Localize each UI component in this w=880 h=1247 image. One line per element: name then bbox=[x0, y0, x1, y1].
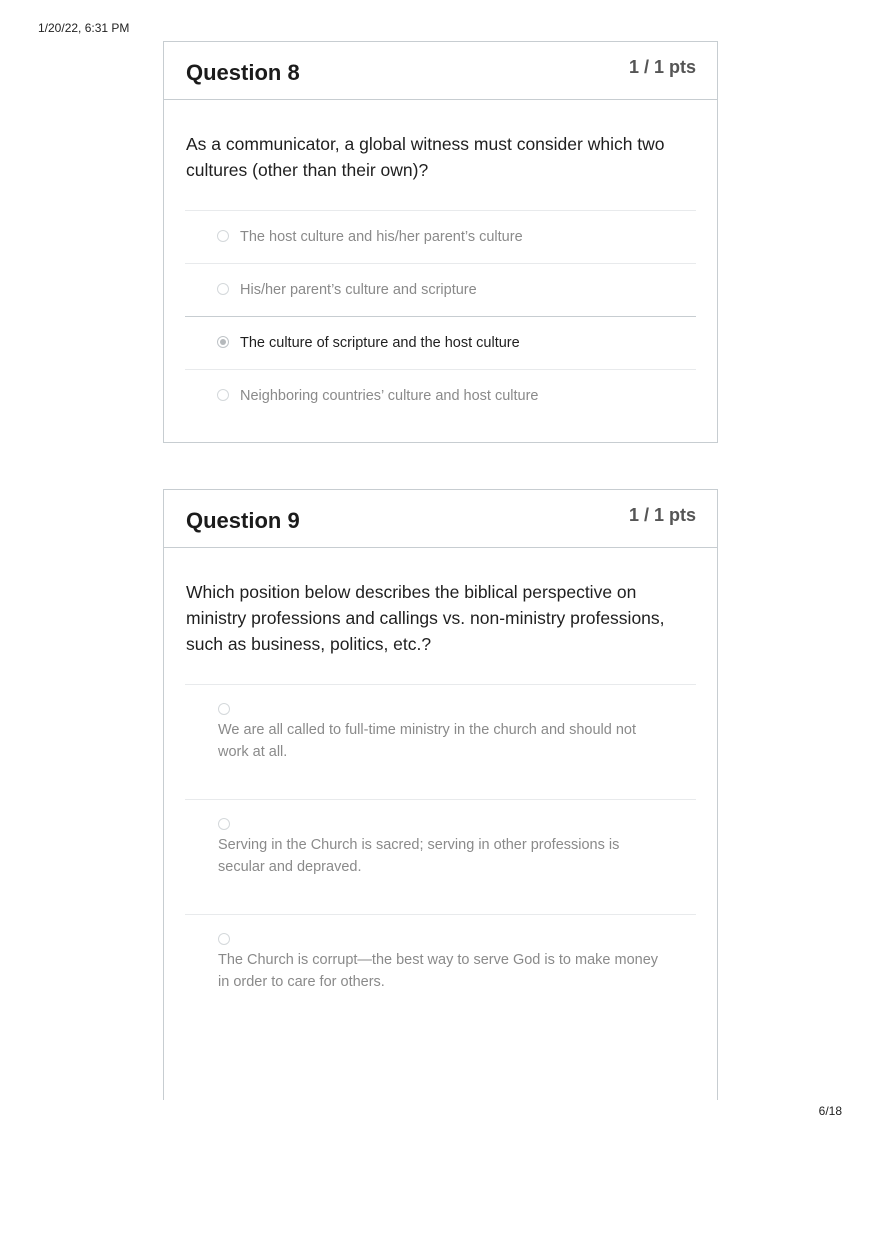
answer-label: Serving in the Church is sacred; serving in other professions is secular and depraved. bbox=[218, 837, 620, 875]
answer-label: Neighboring countries’ culture and host culture bbox=[240, 388, 539, 404]
answer-list bbox=[185, 684, 696, 1029]
answer-option[interactable] bbox=[185, 684, 696, 799]
page-number: 6/18 bbox=[818, 1104, 842, 1118]
answer-option[interactable] bbox=[185, 263, 696, 316]
answer-option[interactable] bbox=[185, 369, 696, 422]
radio-unchecked-icon[interactable] bbox=[218, 933, 230, 945]
answer-option[interactable] bbox=[185, 914, 696, 1029]
radio-unchecked-icon[interactable] bbox=[217, 389, 229, 401]
question-text: Which position below describes the biblical perspective on ministry professions and callings vs. non-ministry professions, such as business, politics, etc.? bbox=[186, 582, 665, 654]
question-title: Question 9 bbox=[186, 508, 300, 533]
answer-label: The Church is corrupt—the best way to serve God is to make money in order to care for others. bbox=[218, 952, 659, 990]
answer-option-selected[interactable] bbox=[185, 316, 696, 369]
answer-list bbox=[185, 210, 696, 422]
answer-option[interactable] bbox=[185, 210, 696, 263]
radio-unchecked-icon[interactable] bbox=[217, 230, 229, 242]
question-title: Question 8 bbox=[186, 60, 300, 85]
question-text: As a communicator, a global witness must consider which two cultures (other than their own)? bbox=[186, 134, 665, 180]
question-points: 1 / 1 pts bbox=[628, 505, 696, 525]
question-card-9 bbox=[163, 489, 718, 1100]
answer-label: The culture of scripture and the host culture bbox=[240, 335, 520, 351]
question-card-8 bbox=[163, 41, 718, 443]
answer-label: His/her parent’s culture and scripture bbox=[240, 282, 477, 298]
answer-option[interactable] bbox=[185, 799, 696, 914]
radio-unchecked-icon[interactable] bbox=[218, 703, 230, 715]
answer-label: The host culture and his/her parent’s culture bbox=[240, 229, 523, 245]
question-points: 1 / 1 pts bbox=[628, 57, 696, 77]
radio-unchecked-icon[interactable] bbox=[218, 818, 230, 830]
question-header bbox=[164, 490, 717, 548]
question-header bbox=[164, 42, 717, 100]
radio-unchecked-icon[interactable] bbox=[217, 283, 229, 295]
answer-label: We are all called to full-time ministry in the church and should not work at all. bbox=[218, 722, 637, 760]
print-header-timestamp: 1/20/22, 6:31 PM bbox=[38, 21, 130, 35]
radio-checked-icon[interactable] bbox=[217, 336, 229, 348]
